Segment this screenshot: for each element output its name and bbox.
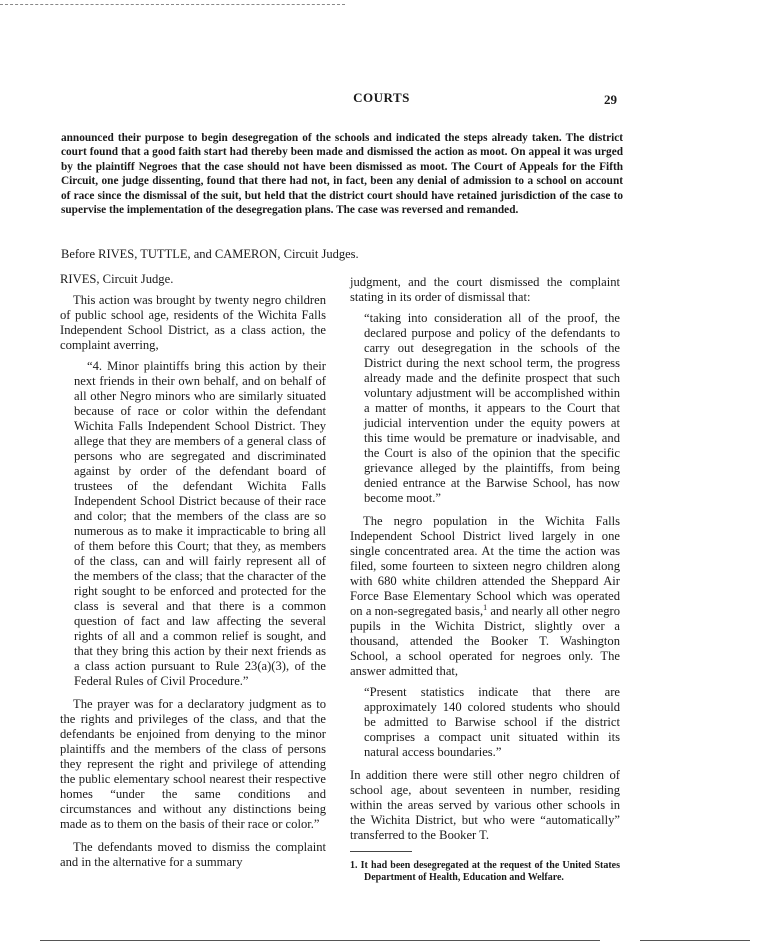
right-column: [350, 275, 620, 884]
paragraph-text: The negro population in the Wichita Falls Independent School District lived largely in one single concentrated area. At the time the action was filed, some fourteen to sixteen negro children along with 680 white children attended the Sheppard Air Force Base Elementary School which was operated on a non-segregated basis,: [350, 514, 620, 618]
running-head: COURTS: [353, 90, 410, 105]
opinion-paragraph: This action was brought by twenty negro children of public school age, residents of the Wichita Falls Independent School District, as a class action, the complaint averring,: [60, 293, 326, 352]
opinion-paragraph: The defendants moved to dismiss the complaint and in the alternative for a summary: [60, 840, 326, 869]
opinion-paragraph: [350, 514, 620, 679]
left-column: [60, 272, 326, 870]
opinion-paragraph: judgment, and the court dismissed the complaint stating in its order of dismissal that:: [350, 275, 620, 304]
answer-quote: “Present statistics indicate that there are approximately 140 colored students who should be admitted to Barwise school if the district comprises a compact unit situated within its natural access boundaries.”: [364, 685, 620, 759]
opinion-paragraph: In addition there were still other negro children of school age, about seventeen in number, residing within the areas served by various other schools in the Wichita District, but who were “automatically” transferred to the Booker T.: [350, 768, 620, 842]
footnote: 1. It had been desegregated at the request of the United States Department of Health, Education and Welfare.: [350, 860, 620, 883]
bottom-rule: [640, 940, 750, 941]
opinion-paragraph: The prayer was for a declaratory judgment as to the rights and privileges of the class, and that the defendants be enjoined from denying to the minor plaintiffs and the members of the class of persons they represent the right and privilege of attending the public elementary school nearest their respective homes “under the same conditions and circumstances and without any distinctions being made as to them on the basis of their race or color.”: [60, 697, 326, 831]
footnote-ref: 1: [483, 602, 488, 612]
judge-heading: RIVES, Circuit Judge.: [60, 272, 174, 286]
syllabus-paragraph: announced their purpose to begin desegregation of the schools and indicated the steps already taken. The district court found that a good faith start had thereby been made and dismissed the action as moot. On appeal it was urged by the plaintiff Negroes that the case should not have been dismissed as moot. The Court of Appeals for the Fifth Circuit, one judge dissenting, found that there had not, in fact, been any denial of admission to a school on account of race since the dismissal of the suit, but held that the district court should have retained jurisdiction of the case to supervise the implementation of the desegregation plans. The case was reversed and remanded.: [61, 132, 623, 217]
complaint-quote: “4. Minor plaintiffs bring this action by their next friends in their own behalf, and on behalf of all other Negro minors who are similarly situated because of race or color within the defendant Wichita Falls Independent School District. They allege that they are members of a general class of persons who are segregated and discriminated against by order of the defendant board of trustees of the defendant Wichita Falls Independent School District because of their race and color; that the members of the class are so numerous as to make it impracticable to bring all of them before this Court; that they, as members of the class, can and will fairly represent all of the members of the class; that the character of the right sought to be enforced and protected for the class is several and that there is a common question of fact and law affecting the several rights of all and a common relief is sought, and that they bring this action by their next friends as a class action pursuant to Rule 23(a)(3), of the Federal Rules of Civil Procedure.”: [74, 359, 326, 688]
dismissal-order-quote: “taking into consideration all of the proof, the declared purpose and policy of the defendants to carry out desegregation in the schools of the District during the next school term, the progress already made and the definite prospect that such voluntary adjustment will be accomplished within a matter of months, it appears to the Court that judicial intervention under the equity powers at this time would be premature or inadvisable, and the Court is also of the opinion that the specific grievance alleged by the plaintiffs, from being denied entrance at the Barwise School, has now become moot.”: [364, 311, 620, 505]
footnote-rule: [350, 851, 412, 852]
page-number: 29: [604, 92, 617, 107]
paragraph-text: and nearly all other negro pupils in the Wichita District, slightly over a thousand, attended the Booker T. Washington School, a school operated for negroes only. The answer admitted that,: [350, 604, 620, 678]
top-dashed-rule: [0, 4, 345, 5]
bottom-rule: [40, 940, 600, 941]
panel-line: Before RIVES, TUTTLE, and CAMERON, Circuit Judges.: [61, 247, 359, 261]
